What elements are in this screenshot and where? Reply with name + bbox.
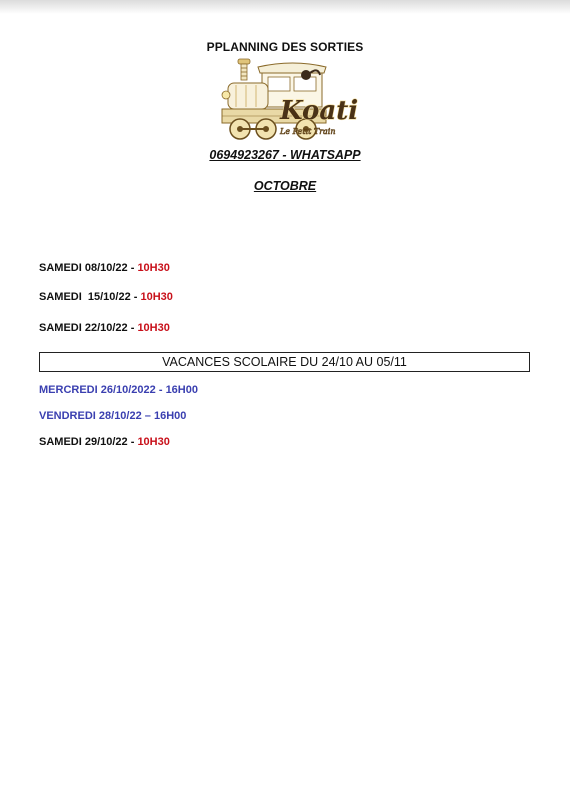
outing-date: SAMEDI 22/10/22 xyxy=(39,322,128,334)
svg-text:Le Petit Train: Le Petit Train xyxy=(280,127,336,136)
outing-date: MERCREDI 26/10/2022 xyxy=(39,384,156,396)
outing-date: SAMEDI 29/10/22 xyxy=(39,436,128,448)
outing-date: VENDREDI 28/10/22 xyxy=(39,410,142,422)
outing-time: 10H30 xyxy=(137,262,170,274)
outing-entry xyxy=(39,322,170,334)
phone-whatsapp: 0694923267 - WHATSAPP xyxy=(209,148,361,162)
outing-separator: - xyxy=(130,291,141,303)
svg-text:Koati: Koati xyxy=(280,96,359,126)
outing-entry xyxy=(39,291,173,303)
outing-date: SAMEDI 08/10/22 xyxy=(39,262,128,274)
outing-time: 10H30 xyxy=(137,436,170,448)
outing-entry xyxy=(39,262,170,274)
outing-entry xyxy=(39,436,170,448)
outing-time: 16H00 xyxy=(165,384,198,396)
outing-separator: – xyxy=(141,410,154,422)
outing-time: 10H30 xyxy=(137,322,170,334)
page-title: PPLANNING DES SORTIES xyxy=(206,40,364,54)
page-top-shadow xyxy=(0,0,570,14)
outing-separator: - xyxy=(127,436,138,448)
holiday-outing-entry xyxy=(39,384,198,396)
koati-train-logo-icon xyxy=(218,57,359,143)
outing-separator: - xyxy=(127,262,138,274)
month-heading: OCTOBRE xyxy=(253,179,317,193)
outing-date: SAMEDI 15/10/22 xyxy=(39,291,131,303)
outing-separator: - xyxy=(155,384,166,396)
holiday-outing-entry xyxy=(39,410,186,422)
outing-separator: - xyxy=(127,322,138,334)
vacances-banner: VACANCES SCOLAIRE DU 24/10 AU 05/11 xyxy=(39,352,530,372)
outing-time: 16H00 xyxy=(153,410,187,422)
outing-time: 10H30 xyxy=(140,291,173,303)
